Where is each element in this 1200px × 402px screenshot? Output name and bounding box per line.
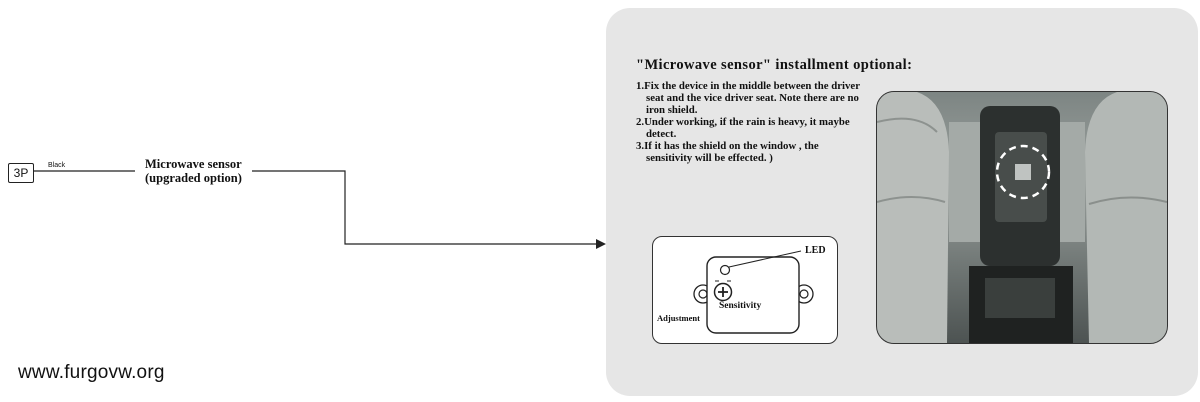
sensor-label-line2: (upgraded option) [145, 171, 242, 185]
instruction-steps [636, 80, 866, 164]
step-item: 2.Under working, if the rain is heavy, it maybe detect. [636, 116, 850, 140]
cup-holder [985, 278, 1055, 318]
led-icon [721, 266, 730, 275]
sensor-module-photo [1015, 164, 1031, 180]
step-item: 3.If it has the shield on the window , the sensitivity will be effected. ) [636, 140, 819, 164]
wire-color-label: Black [48, 162, 66, 169]
connector-3p: 3P [8, 163, 34, 183]
watermark-url: www.furgovw.org [18, 362, 165, 383]
arrow-head-icon [596, 239, 606, 249]
mount-hole-left [699, 290, 707, 298]
sensor-module-diagram [652, 236, 838, 344]
car-interior-illustration [877, 92, 1167, 343]
sensor-label-line1: Microwave sensor [145, 157, 242, 171]
mount-hole-right [800, 290, 808, 298]
car-interior-photo [876, 91, 1168, 344]
right-seat [1085, 92, 1167, 343]
left-seat [877, 92, 949, 343]
sensitivity-label: Sensitivity [719, 301, 762, 311]
step-item: 1.Fix the device in the middle between the driver seat and the vice driver seat. Note there are no iron shield. [636, 80, 860, 116]
panel-title: "Microwave sensor" installment optional: [636, 57, 913, 73]
wire-line-right [252, 171, 596, 244]
led-label: LED [805, 245, 826, 256]
adjustment-label: Adjustment [657, 313, 700, 323]
